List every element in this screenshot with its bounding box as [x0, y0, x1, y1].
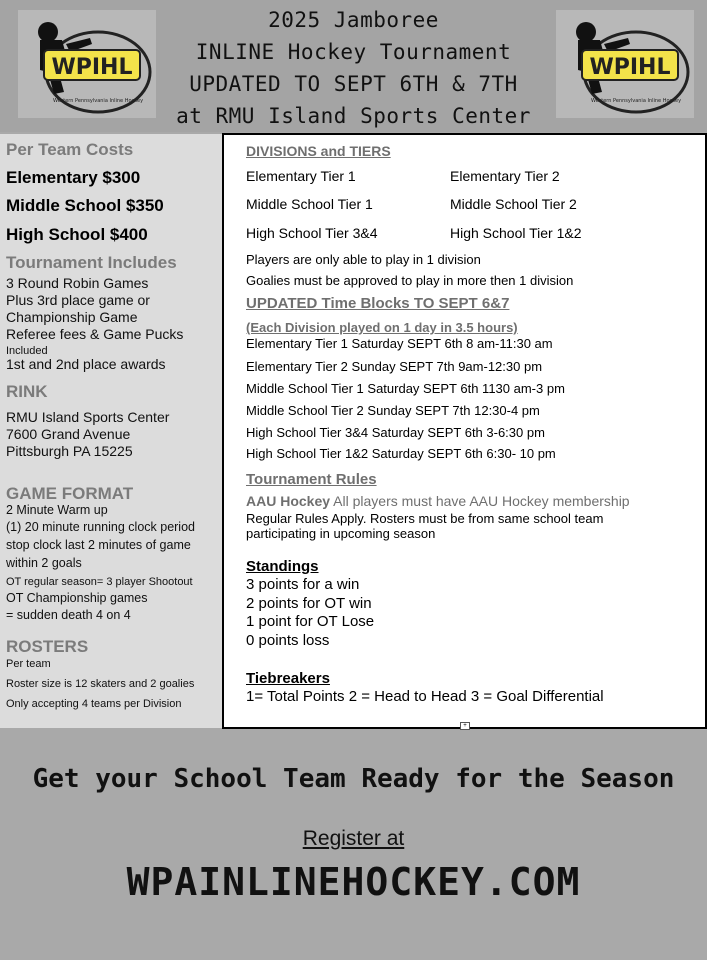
title-line-4: at RMU Island Sports Center	[176, 104, 531, 128]
tiebreakers-heading: Tiebreakers	[246, 670, 330, 687]
includes-item: 1st and 2nd place awards	[6, 356, 166, 372]
timeblocks-heading: UPDATED Time Blocks TO SEPT 6&7	[246, 295, 510, 312]
timeblocks-subheading: (Each Division played on 1 day in 3.5 hours)	[246, 320, 518, 335]
division-cell: Middle School Tier 1	[246, 196, 373, 212]
logo-text: WPIHL	[589, 55, 671, 80]
divisions-heading: DIVISIONS and TIERS	[246, 143, 391, 159]
rules-line: participating in upcoming season	[246, 526, 436, 541]
register-label: Register at	[302, 827, 405, 850]
format-line: (1) 20 minute running clock period	[6, 520, 195, 534]
page-title	[150, 4, 557, 132]
timeblock-row: Middle School Tier 1 Saturday SEPT 6th 1130 am-3 pm	[246, 381, 565, 396]
tiebreakers-line: 1= Total Points 2 = Head to Head 3 = Goal Differential	[246, 688, 604, 705]
rosters-line: Only accepting 4 teams per Division	[6, 698, 182, 710]
aau-label: AAU Hockey	[246, 493, 331, 509]
logo-subtext: Western Pennsylvania Inline Hockey	[590, 98, 682, 104]
includes-item: 3 Round Robin Games	[6, 275, 149, 291]
division-cell: Elementary Tier 1	[246, 168, 356, 184]
aau-line	[246, 493, 630, 509]
timeblock-row: Middle School Tier 2 Sunday SEPT 7th 12:30-4 pm	[246, 403, 540, 418]
rosters-line: Roster size is 12 skaters and 2 goalies	[6, 678, 195, 690]
includes-item: Championship Game	[6, 309, 138, 325]
cost-elementary: Elementary $300	[6, 168, 141, 187]
includes-item: Plus 3rd place game or	[6, 292, 150, 308]
includes-heading: Tournament Includes	[6, 253, 177, 272]
aau-text: All players must have AAU Hockey membership	[330, 493, 630, 509]
division-cell: High School Tier 3&4	[246, 225, 378, 241]
format-line: = sudden death 4 on 4	[6, 608, 131, 622]
rosters-line: Per team	[6, 658, 51, 670]
rosters-heading: ROSTERS	[6, 637, 89, 656]
header	[0, 0, 707, 132]
format-line: OT Championship games	[6, 591, 148, 605]
rink-line: RMU Island Sports Center	[6, 409, 170, 425]
slogan: Get your School Team Ready for the Season	[32, 764, 675, 794]
timeblock-row: Elementary Tier 2 Sunday SEPT 7th 9am-12:30 pm	[246, 359, 543, 374]
timeblock-row: Elementary Tier 1 Saturday SEPT 6th 8 am-11:30 am	[246, 336, 553, 351]
wpihl-logo-graphic	[18, 10, 156, 118]
website-link[interactable]: WPAINLINEHOCKEY.COM	[126, 860, 581, 904]
format-line: within 2 goals	[6, 556, 82, 570]
format-heading: GAME FORMAT	[6, 484, 134, 503]
includes-item: Referee fees & Game Pucks	[6, 326, 184, 342]
title-line-3: UPDATED TO SEPT 6TH & 7TH	[189, 72, 518, 96]
wpihl-logo-left	[18, 10, 156, 118]
cost-middle: Middle School $350	[6, 196, 164, 215]
format-line-small: OT regular season= 3 player Shootout	[6, 576, 193, 588]
rules-line: Regular Rules Apply. Rosters must be from same school team	[246, 511, 604, 526]
rink-heading: RINK	[6, 382, 48, 401]
tournament-details-panel	[222, 133, 707, 729]
format-line: stop clock last 2 minutes of game	[6, 538, 191, 552]
costs-heading: Per Team Costs	[6, 140, 134, 159]
division-cell: Middle School Tier 2	[450, 196, 577, 212]
standings-line: 2 points for OT win	[246, 595, 372, 612]
title-line-1: 2025 Jamboree	[268, 8, 439, 32]
rules-heading: Tournament Rules	[246, 471, 377, 488]
timeblock-row: High School Tier 3&4 Saturday SEPT 6th 3-6:30 pm	[246, 425, 545, 440]
standings-line: 0 points loss	[246, 632, 330, 649]
division-cell: High School Tier 1&2	[450, 225, 582, 241]
cost-high: High School $400	[6, 225, 148, 244]
division-note: Goalies must be approved to play in more then 1 division	[246, 273, 574, 288]
includes-item-small: Included	[6, 345, 48, 357]
title-line-2: INLINE Hockey Tournament	[195, 40, 512, 64]
format-line: 2 Minute Warm up	[6, 503, 108, 517]
standings-line: 1 point for OT Lose	[246, 613, 375, 630]
rink-line: Pittsburgh PA 15225	[6, 443, 133, 459]
division-note: Players are only able to play in 1 division	[246, 252, 481, 267]
anchor-icon: +	[460, 722, 470, 730]
logo-text: WPIHL	[51, 55, 133, 80]
wpihl-logo-graphic	[556, 10, 694, 118]
division-cell: Elementary Tier 2	[450, 168, 560, 184]
wpihl-logo-right	[556, 10, 694, 118]
info-sidebar	[0, 134, 222, 728]
rink-line: 7600 Grand Avenue	[6, 426, 131, 442]
standings-heading: Standings	[246, 558, 319, 575]
timeblock-row: High School Tier 1&2 Saturday SEPT 6th 6:30- 10 pm	[246, 446, 556, 461]
standings-line: 3 points for a win	[246, 576, 360, 593]
logo-subtext: Western Pennsylvania Inline Hockey	[52, 98, 144, 104]
